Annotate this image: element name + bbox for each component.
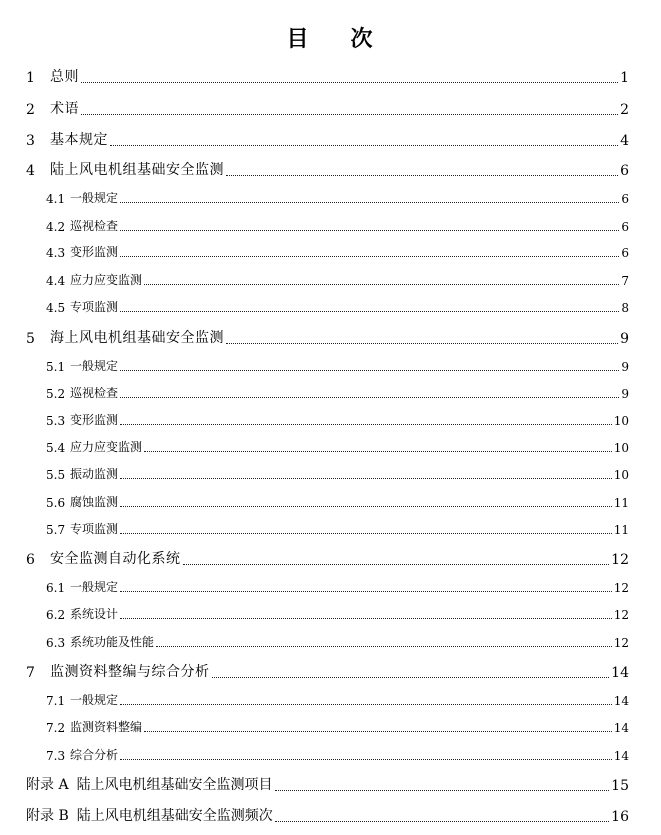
toc-entry-title: 专项监测 [70, 522, 119, 536]
toc-entry-title: 安全监测自动化系统 [50, 551, 181, 567]
toc-entry-page-number: 11 [613, 496, 629, 510]
toc-entry-number: 4.3 [46, 246, 66, 260]
toc-entry-page-number: 11 [613, 523, 629, 537]
toc-dot-leader [120, 532, 612, 534]
toc-entry-title: 专项监测 [70, 300, 119, 314]
toc-entry[interactable] [0, 357, 661, 374]
toc-entry-number: 4.2 [46, 220, 66, 234]
toc-entry-title: 系统功能及性能 [70, 635, 155, 649]
toc-entry-title: 系统设计 [70, 607, 119, 621]
toc-entry-page-number: 14 [613, 694, 629, 708]
toc-dot-leader [81, 113, 618, 115]
toc-entry-page-number: 14 [613, 749, 629, 763]
toc-entry-number: 6 [26, 552, 35, 568]
toc-dot-leader [120, 423, 612, 425]
toc-entry-page-number: 6 [620, 163, 629, 179]
toc-dot-leader [120, 477, 612, 479]
toc-entry[interactable] [0, 548, 661, 568]
toc-entry[interactable] [0, 661, 661, 681]
toc-entry-title: 一般规定 [70, 191, 119, 205]
toc-entry-number: 5.7 [46, 523, 66, 537]
toc-dot-leader [183, 563, 610, 565]
toc-entry[interactable] [0, 384, 661, 401]
toc-entry-page-number: 15 [611, 778, 629, 794]
toc-dot-leader [275, 789, 610, 791]
toc-entry[interactable] [0, 578, 661, 595]
toc-entry-page-number: 6 [621, 246, 629, 260]
toc-entry-number: 4.5 [46, 301, 66, 315]
toc-dot-leader [120, 255, 619, 257]
toc-entry-title: 变形监测 [70, 413, 119, 427]
toc-entry-page-number: 7 [621, 274, 629, 288]
page-title-right: 次 [350, 26, 375, 52]
toc-entry-number: 附录 B [26, 808, 69, 824]
toc-entry-page-number: 10 [613, 468, 629, 482]
toc-entry-page-number: 12 [611, 552, 629, 568]
toc-entry-number: 5.5 [46, 468, 66, 482]
toc-entry-page-number: 6 [621, 192, 629, 206]
toc-entry[interactable] [0, 746, 661, 763]
toc-dot-leader [226, 174, 618, 176]
toc-dot-leader [81, 81, 618, 83]
toc-entry-page-number: 10 [613, 441, 629, 455]
toc-dot-leader [120, 590, 612, 592]
toc-entry-title: 总则 [50, 69, 79, 85]
toc-entry-page-number: 16 [611, 809, 629, 825]
toc-dot-leader [120, 703, 612, 705]
toc-entry-number: 5.2 [46, 387, 66, 401]
toc-entry[interactable] [0, 129, 661, 149]
toc-entry-title: 监测资料整编与综合分析 [50, 664, 210, 680]
toc-entry-page-number: 4 [620, 133, 629, 149]
toc-dot-leader [156, 645, 612, 647]
toc-entry[interactable] [0, 438, 661, 455]
toc-entry-number: 5.4 [46, 441, 66, 455]
toc-entry-number: 7.2 [46, 721, 66, 735]
toc-entry-page-number: 12 [613, 636, 629, 650]
toc-entry-title: 应力应变监测 [70, 273, 143, 287]
toc-entry-page-number: 9 [621, 360, 629, 374]
toc-dot-leader [120, 201, 619, 203]
page-title [0, 22, 661, 53]
toc-entry-number: 5.1 [46, 360, 66, 374]
toc-dot-leader [226, 342, 618, 344]
toc-entry-title: 巡视检查 [70, 219, 119, 233]
toc-entry-number: 5 [26, 331, 35, 347]
toc-entry-page-number: 14 [611, 665, 629, 681]
toc-entry-number: 2 [26, 102, 35, 118]
toc-dot-leader [144, 730, 612, 732]
toc-dot-leader [120, 396, 619, 398]
toc-entry-page-number: 2 [620, 102, 629, 118]
toc-dot-leader [120, 758, 612, 760]
toc-entry-page-number: 14 [613, 721, 629, 735]
toc-entry[interactable] [0, 66, 661, 86]
toc-entry-title: 应力应变监测 [70, 440, 143, 454]
toc-entry-title: 陆上风电机组基础安全监测 [50, 162, 224, 178]
toc-entry[interactable] [0, 520, 661, 537]
toc-entry-number: 1 [26, 70, 35, 86]
toc-entry-number: 4.1 [46, 192, 66, 206]
toc-entry-page-number: 1 [620, 70, 629, 86]
toc-dot-leader [144, 283, 619, 285]
page-title-left: 目 [286, 26, 311, 52]
toc-entry-number: 5.6 [46, 496, 66, 510]
toc-entry-title: 变形监测 [70, 245, 119, 259]
toc-entry[interactable] [0, 691, 661, 708]
toc-entry[interactable] [0, 298, 661, 315]
toc-entry-number: 5.3 [46, 414, 66, 428]
toc-dot-leader [120, 505, 612, 507]
toc-entry-title: 一般规定 [70, 693, 119, 707]
toc-entry-title: 腐蚀监测 [70, 495, 119, 509]
toc-entry[interactable] [0, 605, 661, 622]
toc-dot-leader [120, 369, 619, 371]
toc-entry[interactable] [0, 805, 661, 825]
toc-entry[interactable] [0, 189, 661, 206]
toc-entry-title: 综合分析 [70, 748, 119, 762]
toc-entry[interactable] [0, 774, 661, 794]
toc-entry-page-number: 12 [613, 581, 629, 595]
toc-entry-number: 6.2 [46, 608, 66, 622]
toc-entry[interactable] [0, 411, 661, 428]
toc-entry[interactable] [0, 217, 661, 234]
toc-entry-number: 7.1 [46, 694, 66, 708]
toc-entry-number: 附录 A [26, 777, 69, 793]
toc-entry-number: 3 [26, 133, 35, 149]
toc-entry-title: 监测资料整编 [70, 720, 143, 734]
toc-dot-leader [120, 617, 612, 619]
toc-dot-leader [110, 144, 618, 146]
toc-entry-title: 陆上风电机组基础安全监测项目 [76, 777, 273, 793]
toc-entry[interactable] [0, 493, 661, 510]
toc-entry[interactable] [0, 243, 661, 260]
toc-entry-page-number: 8 [621, 301, 629, 315]
toc-entry-title: 陆上风电机组基础安全监测频次 [76, 808, 273, 824]
toc-entry-number: 7.3 [46, 749, 66, 763]
toc-entry-title: 术语 [50, 101, 79, 117]
toc-entry[interactable] [0, 159, 661, 179]
toc-entry[interactable] [0, 327, 661, 347]
toc-entry-number: 6.1 [46, 581, 66, 595]
toc-entry-number: 6.3 [46, 636, 66, 650]
toc-dot-leader [120, 229, 619, 231]
toc-entry-title: 一般规定 [70, 580, 119, 594]
toc-entry-number: 7 [26, 665, 35, 681]
toc-entry-page-number: 9 [620, 331, 629, 347]
toc-entry-page-number: 6 [621, 220, 629, 234]
toc-entry-page-number: 9 [621, 387, 629, 401]
toc-entry-title: 振动监测 [70, 467, 119, 481]
toc-entry[interactable] [0, 271, 661, 288]
toc-entry-title: 一般规定 [70, 359, 119, 373]
toc-entry[interactable] [0, 465, 661, 482]
toc-entry[interactable] [0, 98, 661, 118]
toc-entry-number: 4.4 [46, 274, 66, 288]
toc-entry[interactable] [0, 718, 661, 735]
toc-entry-title: 基本规定 [50, 132, 108, 148]
toc-entry-title: 海上风电机组基础安全监测 [50, 330, 224, 346]
toc-dot-leader [144, 450, 612, 452]
toc-dot-leader [275, 820, 609, 822]
toc-entry-number: 4 [26, 163, 35, 179]
toc-entry-page-number: 12 [613, 608, 629, 622]
toc-dot-leader [212, 676, 610, 678]
toc-entry[interactable] [0, 633, 661, 650]
toc-dot-leader [120, 310, 619, 312]
toc-entry-title: 巡视检查 [70, 386, 119, 400]
toc-entry-page-number: 10 [613, 414, 629, 428]
